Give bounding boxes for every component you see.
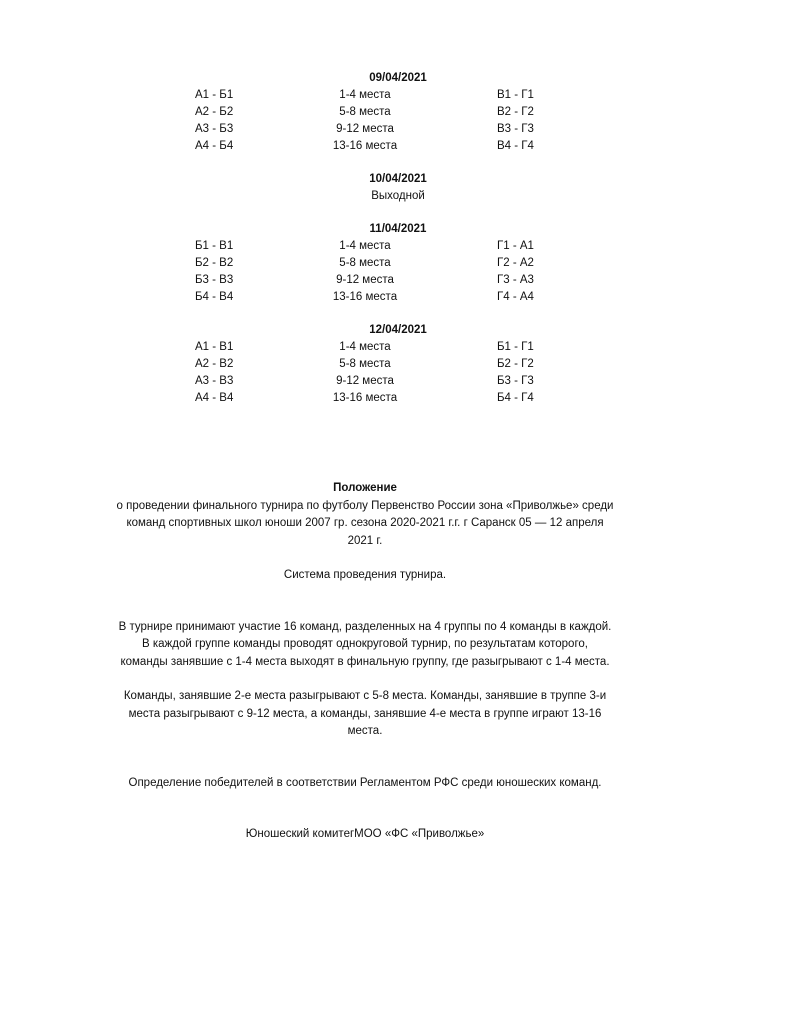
match-right-pair: В4 - Г4 — [497, 140, 534, 152]
paragraph-groups — [100, 619, 630, 672]
match-places: 13-16 места — [332, 140, 398, 152]
match-right-pair: Б4 - Г4 — [497, 392, 534, 404]
day-date: 09/04/2021 — [369, 72, 427, 84]
match-places: 9-12 места — [336, 375, 394, 387]
subtitle-line: 2021 г. — [347, 534, 383, 547]
subtitle-line: команд спортивных школ юноши 2007 гр. сезона 2020-2021 г.г. г Саранск 05 — 12 апреля — [126, 517, 604, 529]
match-row — [0, 339, 790, 356]
match-right-pair: Г2 - А2 — [497, 257, 534, 269]
match-places: 9-12 места — [336, 274, 394, 286]
match-row — [0, 87, 790, 104]
match-left-pair: Б3 - В3 — [195, 274, 234, 286]
match-places: 1-4 места — [339, 341, 391, 353]
match-row — [0, 121, 790, 138]
tournament-system-title: Система проведения турнира. — [283, 569, 447, 581]
match-left-pair: А2 - Б2 — [195, 106, 234, 118]
paragraph-line: Команды, занявшие 2-е места разыгрывают с 5-8 места. Команды, занявшие в труппе 3-и — [123, 690, 607, 702]
match-places: 1-4 места — [339, 240, 391, 252]
match-right-pair: В2 - Г2 — [497, 106, 534, 118]
match-left-pair: А3 - В3 — [195, 375, 234, 387]
match-schedule — [0, 70, 790, 423]
match-places: 13-16 места — [332, 291, 398, 303]
paragraph-line: команды занявшие с 1-4 места выходят в финальную группу, где разыгрывают с 1-4 места. — [120, 655, 610, 668]
match-left-pair: А4 - В4 — [195, 392, 234, 404]
paragraph-line: места разыгрывают с 9-12 места, а команды, занявшие 4-е места в группе играют 13-16 — [128, 707, 602, 720]
day-date: 10/04/2021 — [369, 173, 427, 185]
regulation-section — [100, 480, 630, 844]
match-row — [0, 272, 790, 289]
committee-signature: Юношеский комитегМОО «ФС «Приволжье» — [245, 828, 485, 840]
match-right-pair: Б2 - Г2 — [497, 358, 534, 370]
match-right-pair: Г3 - А3 — [497, 274, 534, 286]
match-row — [0, 390, 790, 407]
paragraph-line: места. — [347, 725, 383, 737]
winners-determination: Определение победителей в соответствии Регламентом РФС среди юношеских команд. — [128, 776, 602, 789]
paragraph-placements — [100, 688, 630, 741]
match-places: 5-8 места — [339, 106, 391, 118]
match-row — [0, 289, 790, 306]
match-right-pair: Б3 - Г3 — [497, 375, 534, 387]
day-date: 11/04/2021 — [369, 223, 427, 235]
match-places: 5-8 места — [339, 358, 391, 370]
match-places: 1-4 места — [339, 89, 391, 101]
match-row — [0, 138, 790, 155]
match-places: 5-8 места — [339, 257, 391, 269]
schedule-day — [0, 171, 790, 205]
match-left-pair: А1 - В1 — [195, 341, 234, 353]
match-right-pair: В3 - Г3 — [497, 123, 534, 135]
match-left-pair: Б4 - В4 — [195, 291, 234, 303]
match-places: 13-16 места — [332, 392, 398, 404]
paragraph-line: В каждой группе команды проводят однокруговой турнир, по результатам которого, — [142, 638, 588, 650]
match-right-pair: В1 - Г1 — [497, 89, 534, 101]
match-right-pair: Г4 - А4 — [497, 291, 534, 303]
match-row — [0, 356, 790, 373]
regulation-title: Положение — [333, 482, 397, 494]
match-right-pair: Г1 - А1 — [497, 240, 534, 252]
match-row — [0, 373, 790, 390]
match-left-pair: А1 - Б1 — [195, 89, 234, 101]
match-right-pair: Б1 - Г1 — [497, 341, 534, 353]
schedule-day — [0, 70, 790, 155]
match-places: 9-12 места — [336, 123, 394, 135]
match-row — [0, 238, 790, 255]
regulation-subtitle — [100, 498, 630, 551]
paragraph-line: В турнире принимают участие 16 команд, разделенных на 4 группы по 4 команды в каждой. — [118, 620, 612, 633]
match-left-pair: Б2 - В2 — [195, 257, 234, 269]
day-note: Выходной — [371, 190, 425, 202]
match-left-pair: А4 - Б4 — [195, 140, 234, 152]
schedule-day — [0, 221, 790, 306]
day-date: 12/04/2021 — [369, 324, 427, 336]
match-left-pair: А2 - В2 — [195, 358, 234, 370]
match-left-pair: Б1 - В1 — [195, 240, 234, 252]
schedule-day — [0, 322, 790, 407]
subtitle-line: о проведении финального турнира по футболу Первенство России зона «Приволжье» среди — [116, 499, 614, 512]
match-row — [0, 255, 790, 272]
match-row — [0, 104, 790, 121]
match-left-pair: А3 - Б3 — [195, 123, 234, 135]
